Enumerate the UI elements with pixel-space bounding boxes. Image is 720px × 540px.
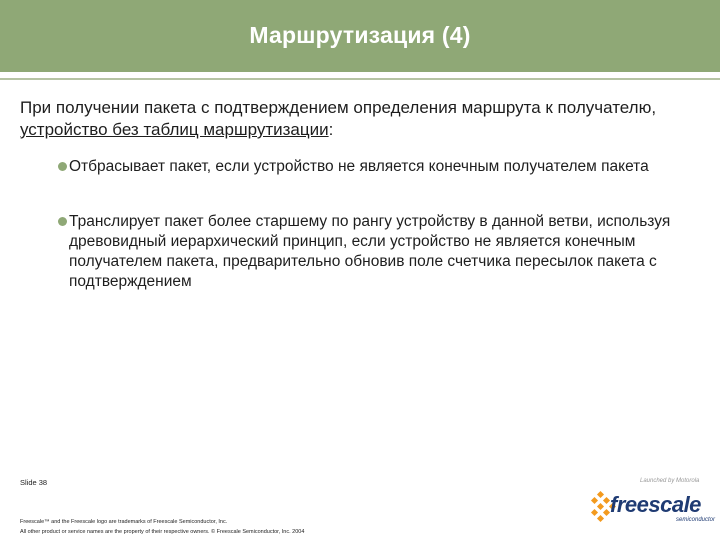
bullet-item (58, 212, 698, 292)
intro-colon: : (328, 120, 334, 139)
bullet-item (58, 157, 698, 177)
intro-text: При получении пакета с подтверждением определения маршрута к получателю, (20, 98, 657, 117)
slide-title: Маршрутизация (4) (249, 22, 471, 48)
bullet-text: Отбрасывает пакет, если устройство не является конечным получателем пакета (69, 158, 649, 175)
legal-line-1: Freescale™ and the Freescale logo are trademarks of Freescale Semiconductor, Inc. (20, 519, 228, 525)
legal-line-2: All other product or service names are the property of their respective owners. © Freescale Semiconductor, Inc. 2004 (20, 529, 305, 535)
intro-paragraph (20, 97, 710, 141)
intro-underlined-text: устройство без таблиц маршрутизации (20, 120, 329, 139)
title-divider (0, 78, 720, 80)
slide-number: Slide 38 (20, 478, 48, 487)
logo-brand: freescale (610, 492, 701, 517)
logo-subtitle: semiconductor (676, 517, 716, 523)
logo-tagline: Launched by Motorola (640, 478, 700, 484)
bullet-text: Транслирует пакет более старшему по рангу устройству в данной ветви, используя древовидный иерархический принцип, если устройство не является конечным получателем пакета, предварительно обновив поле счетчика пересылок пакета с подтверждением (69, 213, 671, 290)
